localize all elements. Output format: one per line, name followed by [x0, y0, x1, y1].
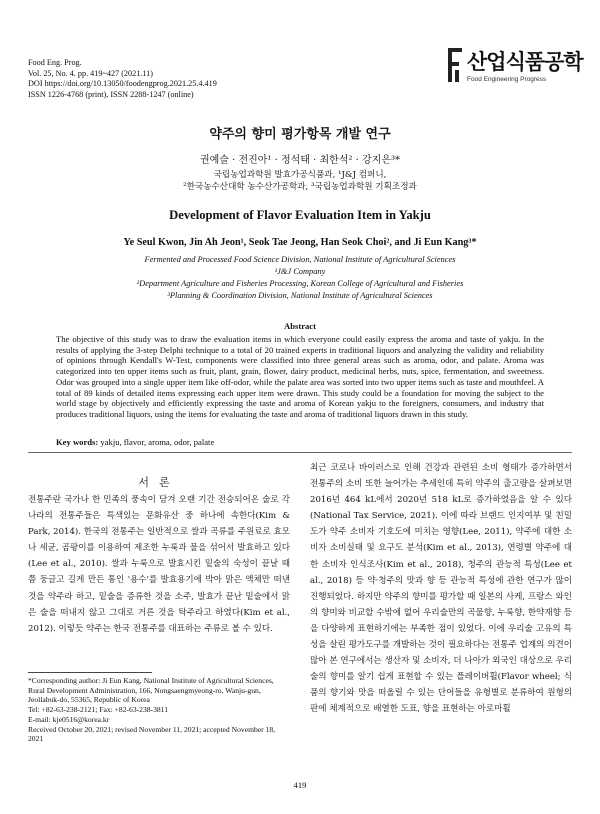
logo-subtitle: Food Engineering Progress — [467, 76, 547, 83]
intro-left-column: 전통주란 국가나 한 민족의 풍속이 담겨 오랜 기간 전승되어온 술로 각 나라의 전통주들은 특색있는 문화유산 중 하나에 속한다(Kim & Park, 2014). 한국의 전통주는 일반적으로 쌀과 곡류를 주원료로 효모나 세균, 곰팡이를 이용하여 제조한 누룩과 물을 섞어서 발효하고 있다(Lee et al., 2010). 쌀과 누룩으로 발효시킨 밑술의 숙성이 끝날 때 쯤 둥글고 길게 만든 통인 '용수'를 발효용기에 박아 맑은 액체만 떠낸 것을 약주라 하고, 밑술을 증류한 것을 소주, 발효가 끝난 밑술에서 맑은 술을 떠내지 않고 그대로 거른 것을 탁주라고 하였다(Kim et al., 2012). 이렇듯 약주는 한국 전통주를 대표하는 주류로 볼 수 있다. — [28, 495, 290, 634]
keywords-label: Key words: — [56, 437, 99, 447]
corresponding-footnote — [28, 676, 290, 744]
journal-issn: ISSN 1226-4768 (print), ISSN 2288-1247 (online) — [28, 89, 194, 99]
intro-right-column: 최근 코로나 바이러스로 인해 건강과 관련된 소비 형태가 증가하면서 전통주의 소비 또한 늘어가는 추세인데 특히 약주의 출고량을 살펴보면 2016년 464 kL에서 2020년 518 kL로 증가하였음을 알 수 있다(National Tax Service, 2021). 이에 따라 브랜드 인지여부 및 친밀도가 약주 소비자 기호도에 미치는 영향(Lee, 2011), 약주에 대한 소비자 소비실태 및 요구도 분석(Kim et al., 2013), 연령별 약주에 대한 소비자 인식조사(Kim et al., 2018), 청주의 관능적 특성(Lee et al., 2018) 등 약·청주의 맛과 향 등 관능적 특성에 관한 연구가 많이 진행되었다. 하지만 약주의 향미를 평가할 때 일본의 사케, 프랑스 와인의 향미와 비교할 수밖에 없어 우리술만의 곡물향, 누룩향, 한약재향 등을 다양하게 표현하기에는 부족한 점이 있었다. 이에 우리술 고유의 특성을 살린 평가도구를 개발하는 것이 필요하다는 전통주 업계의 의견이 많아 본 연구에서는 생산자 및 소비자, 더 나아가 외국인 대상으로 우리술의 향미를 알기 쉽게 표현할 수 있는 플레이버휠(Flavor wheel; 식품의 향기와 맛을 떠올릴 수 있는 단어들을 유형별로 분류하여 원형의 판에 체계적으로 배열한 도표, 향을 표현하는 아로마휠 — [310, 463, 572, 715]
english-affiliation-line: ²Department Agriculture and Fisheries Processing, Korean College of Agricultural and Fisheries — [136, 279, 464, 289]
korean-affiliation-line: 국립농업과학원 발효가공식품과, ¹J&J 컴퍼니, — [213, 170, 387, 180]
korean-affiliations — [0, 169, 600, 193]
keywords-list: yakju, flavor, aroma, odor, palate — [100, 437, 215, 447]
journal-doi[interactable]: DOI https://doi.org/10.13050/foodengprog.2021.25.4.419 — [28, 79, 217, 89]
journal-meta — [28, 58, 217, 100]
footnote-dates: Received October 20, 2021; revised November 11, 2021; accepted November 18, 2021 — [28, 724, 276, 744]
keywords — [56, 437, 544, 447]
journal-logo — [448, 46, 583, 92]
english-affiliation-line: Fermented and Processed Food Science Division, National Institute of Agricultural Sciences — [144, 255, 456, 264]
english-authors: Ye Seul Kwon, Jin Ah Jeon¹, Seok Tae Jeong, Han Seok Choi², and Ji Eun Kang³* — [123, 237, 477, 248]
page-number: 419 — [293, 780, 307, 790]
abstract-heading: Abstract — [284, 321, 316, 331]
logo-mark-icon — [448, 48, 464, 82]
footnote-email[interactable]: E-mail: kje0516@korea.kr — [28, 714, 110, 724]
korean-affiliation-line: ²한국농수산대학 농수산가공학과, ³국립농업과학원 기획조정과 — [183, 182, 417, 192]
footnote-author: *Corresponding author: Ji Eun Kang, National Institute of Agricultural Sciences, Rural Development Administration, 166, Nongsaengmyeong-ro, Wanju-gun, Jeollabuk-do, 55365, Republic of Korea — [28, 676, 274, 705]
english-title: Development of Flavor Evaluation Item in Yakju — [169, 208, 431, 222]
english-affiliation-line: ³Planning & Coordination Division, National Institute of Agricultural Sciences — [167, 291, 433, 301]
section-divider — [28, 452, 572, 453]
english-affiliations — [0, 254, 600, 302]
footnote-phone: Tel: +82-63-238-2121; Fax: +82-63-238-3811 — [28, 705, 168, 715]
abstract-text: The objective of this study was to draw the evaluation items in which everyone could easily express the aroma and taste of yakju. In the results of applying the 3-step Delphi technique to a total of 20 trained experts in traditional liquors and analyzing the validity and reliability of opinions through Kendall's W-Test, components were classified into three general areas such as aroma, odor, and palate. Aroma was categorized into ten upper items such as fruit, plant, grain, flower, dairy product, medicinal herbs, nuts, spice, fermentation, and sweetness. Odor was grouped into a single upper item like off-odor, while the palate area was sorted into two upper items such as taste and mouthfeel. A total of 89 kinds of detailed items expressing each upper item were drawn. This study could be a foundation for moving the subject to the world stage by objectively and efficiently expressing the taste and aroma of Korean yakju to the foreigners, consumers, and industry that produces traditional liquors, using the items for evaluating the taste and aroma of traditional liquors drawn in this study. — [56, 334, 544, 419]
korean-authors: 권예슬 · 전진아¹ · 정석태 · 최한석² · 강지은³* — [199, 155, 401, 166]
logo-text: 산업식품공학 — [467, 50, 583, 74]
footnote-divider — [28, 672, 152, 673]
korean-title: 약주의 향미 평가항목 개발 연구 — [209, 127, 391, 142]
english-affiliation-line: ¹J&J Company — [274, 267, 326, 277]
journal-name: Food Eng. Prog. — [28, 58, 82, 67]
intro-heading: 서론 — [138, 476, 180, 489]
journal-volume: Vol. 25, No. 4. pp. 419~427 (2021.11) — [28, 68, 153, 78]
